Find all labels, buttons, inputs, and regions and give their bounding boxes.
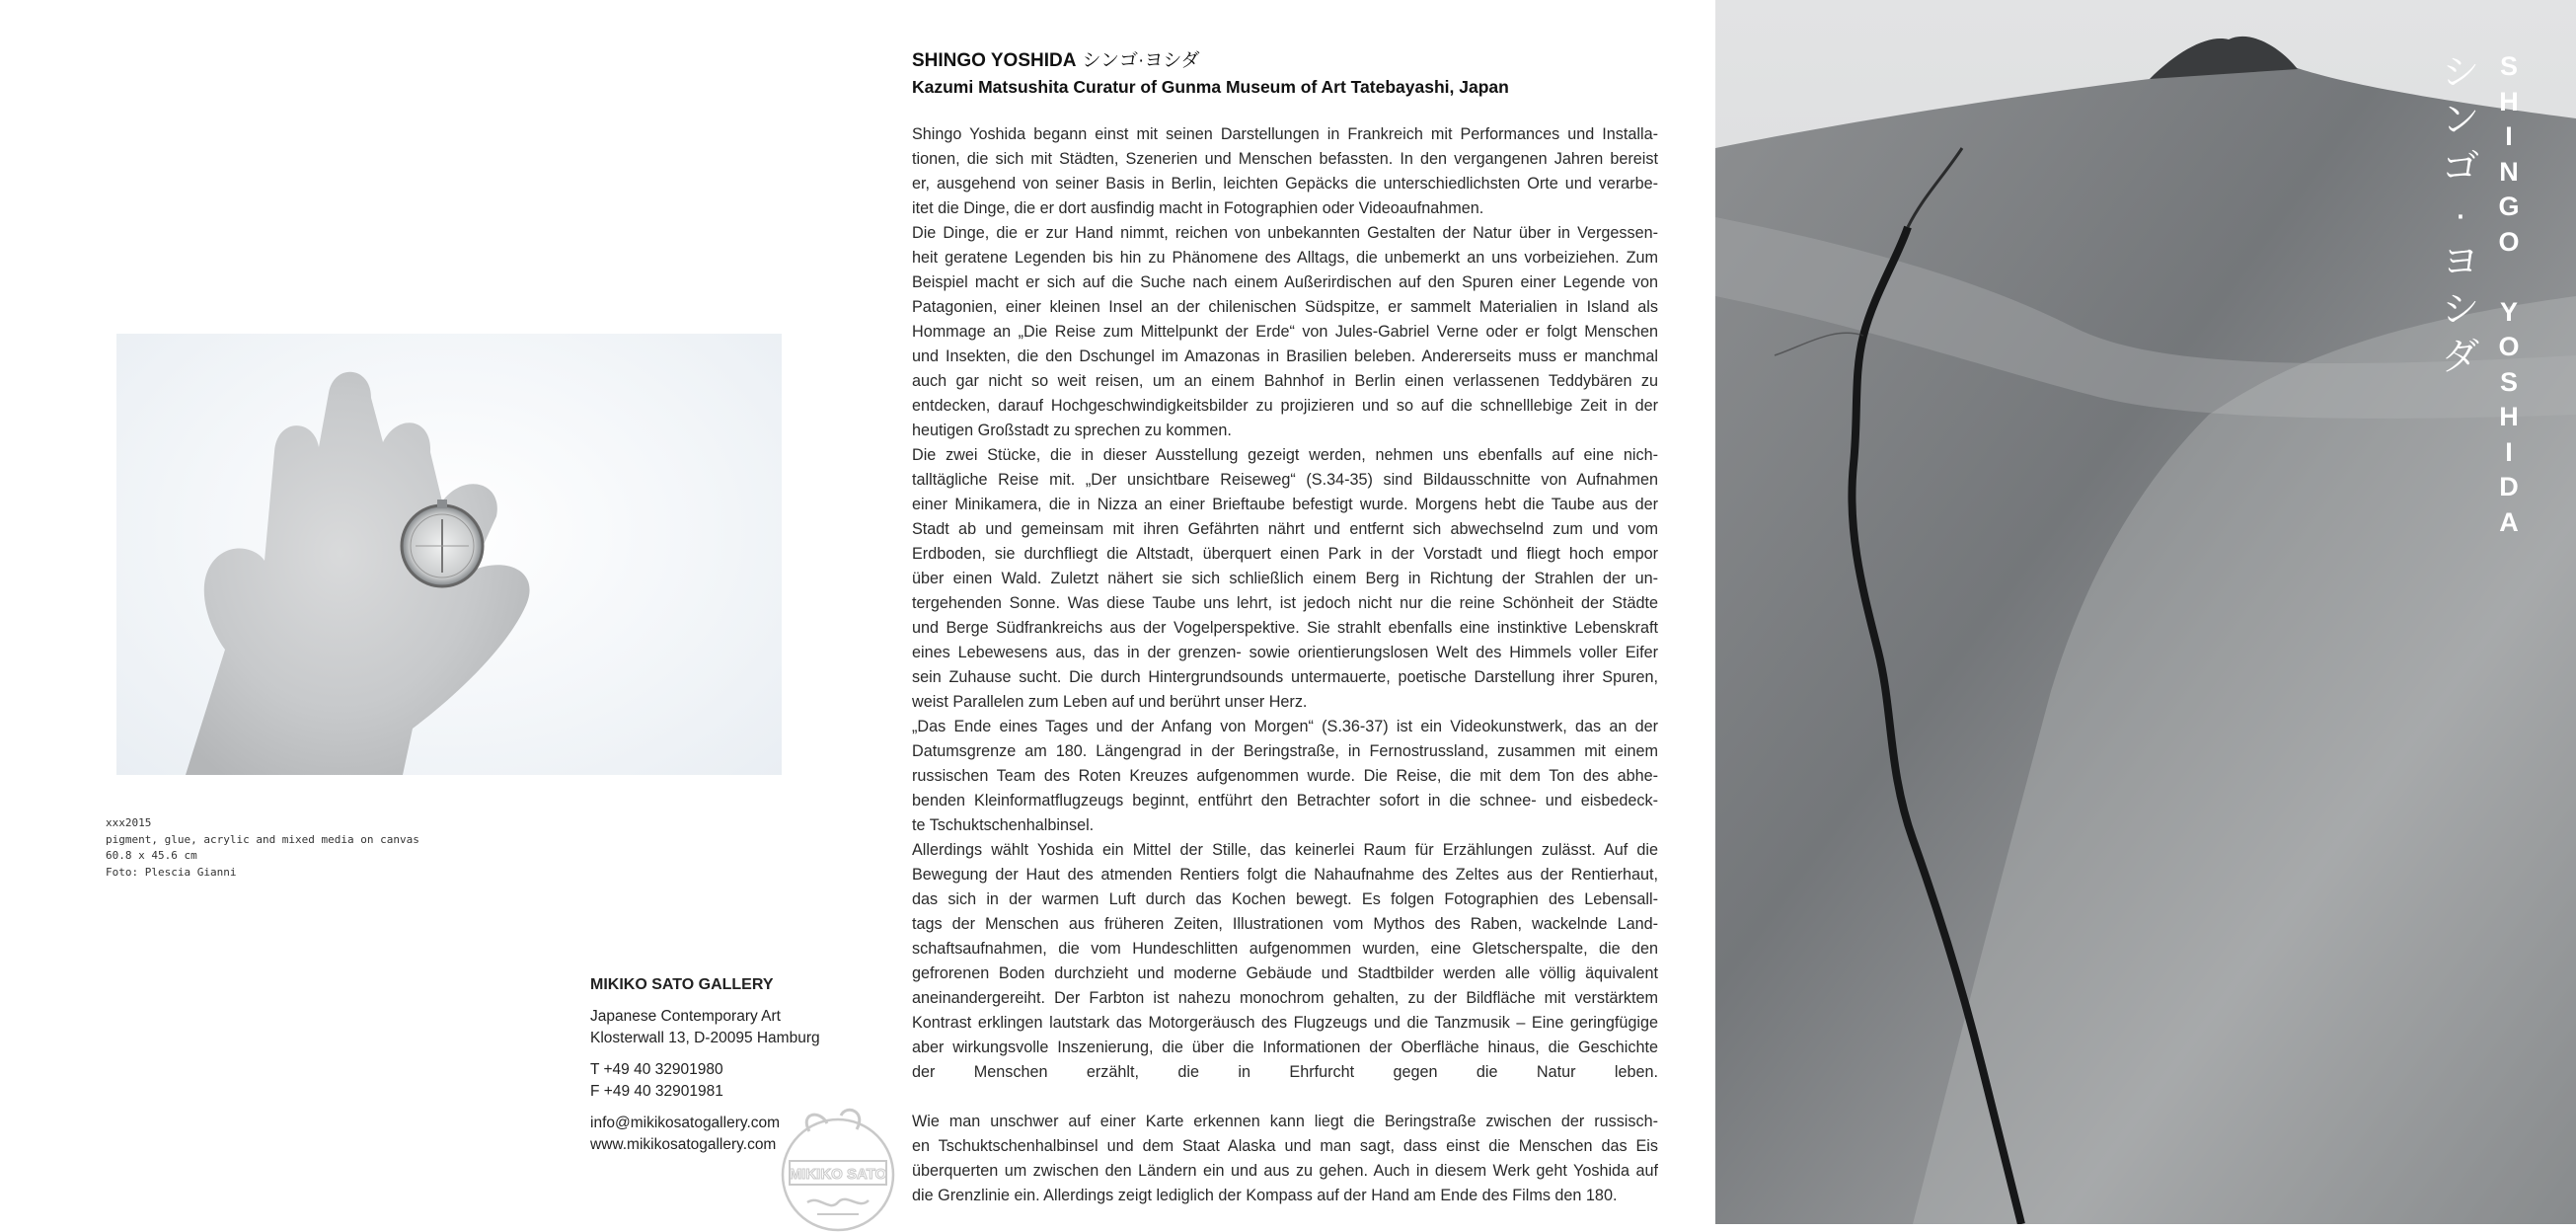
caption-title: xxx2015 bbox=[106, 816, 152, 829]
vertical-title-latin-glyph: Y bbox=[2499, 296, 2518, 327]
vertical-title-japanese-glyph: シ bbox=[2441, 52, 2479, 94]
article-line: schaftsaufnahmen, die vom Hundeschlitten aufgenommen wurden, eine Gletscherspalte, die den bbox=[912, 940, 1658, 958]
article-line: Wie man unschwer auf einer Karte erkennen kann liegt die Beringstraße zwischen der russisch- bbox=[912, 1113, 1658, 1130]
vertical-title-latin-glyph: O bbox=[2498, 226, 2520, 257]
vertical-title-latin-glyph bbox=[2489, 260, 2529, 295]
article-line: Beispiel macht er sich auf die Suche nach einem Außerirdischen auf den Spuren einer Legende von bbox=[912, 273, 1658, 291]
article-curator: Kazumi Matsushita Curatur of Gunma Museum of Art Tatebayashi, Japan bbox=[912, 77, 1509, 97]
vertical-title-japanese-glyph: · bbox=[2454, 194, 2467, 236]
article-line: eines Lebewesens aus, das in der grenzen- sowie orientierungslosen Welt des Himmels voller Eifer bbox=[912, 644, 1658, 661]
vertical-title-latin bbox=[2489, 49, 2529, 540]
article-line: „Das Ende eines Tages und der Anfang von Morgen“ (S.36-37) ist ein Videokunstwerk, das an der bbox=[912, 718, 1658, 735]
article-line: tionen, die sich mit Städten, Szenerien und Menschen befassten. In den vergangenen Jahren bereist bbox=[912, 150, 1658, 168]
vertical-title-japanese-glyph: ヨ bbox=[2441, 242, 2479, 283]
gallery-tagline: Japanese Contemporary Art bbox=[590, 1008, 781, 1025]
vertical-title-latin-glyph: N bbox=[2499, 156, 2519, 187]
article-line: tergehenden Sonne. Was diese Taube uns lehrt, ist jedoch nicht nur die reine Schönheit der Städte bbox=[912, 594, 1658, 612]
vertical-title-latin-glyph: I bbox=[2505, 436, 2513, 467]
caption-size: 60.8 x 45.6 cm bbox=[106, 849, 197, 862]
gallery-website[interactable]: www.mikikosatogallery.com bbox=[590, 1136, 777, 1153]
gallery-address: Klosterwall 13, D-20095 Hamburg bbox=[590, 1030, 820, 1046]
article-line: und Berge Südfrankreichs aus der Vogelperspektive. Sie strahlt ebenfalls eine instinktive Lebenskraft bbox=[912, 619, 1658, 637]
vertical-title-latin-glyph: G bbox=[2498, 192, 2520, 221]
glove-compass-photo bbox=[116, 334, 782, 775]
article-line: te Tschuktschenhalbinsel. bbox=[912, 816, 1095, 834]
article-line: entdecken, darauf Hochgeschwindigkeitsbilder zu projizieren und so auf die schnelllebige Zeit in der bbox=[912, 397, 1658, 415]
vertical-title-latin-glyph: A bbox=[2499, 506, 2519, 537]
vertical-title-japanese-glyph: ゴ bbox=[2441, 147, 2479, 189]
article-line: Patagonien, einer kleinen Insel an der chilenischen Südspitze, er sammelt Materialien in Island als bbox=[912, 298, 1658, 316]
article bbox=[912, 49, 1658, 1208]
article-line: en Tschuktschenhalbinsel und dem Staat Alaska und man sagt, dass einst die Menschen das Eis bbox=[912, 1137, 1658, 1155]
vertical-title-latin-glyph: S bbox=[2499, 366, 2518, 397]
article-line: Erdboden, sie durchfliegt die Altstadt, überquert einen Park in der Vorstadt und fliegt hoch empor bbox=[912, 545, 1658, 563]
artist-name-japanese: シンゴ·ヨシダ bbox=[1082, 50, 1200, 71]
article-line: Bewegung der Haut des atmenden Rentiers folgt die Nahaufnahme des Zeltes aus der Rentierhaut, bbox=[912, 866, 1658, 884]
article-line: über einen Wald. Zuletzt nähert sie sich schließlich einem Berg in Richtung der Strahlen der un- bbox=[912, 570, 1658, 587]
article-line: Stadt ab und gemeinsam mit ihren Gefährten nährt und entfernt sich abwechselnd zum und vom bbox=[912, 520, 1658, 538]
gallery-phone: T +49 40 32901980 bbox=[590, 1061, 723, 1078]
article-line: Shingo Yoshida begann einst mit seinen Darstellungen in Frankreich mit Performances und Installa- bbox=[912, 125, 1658, 143]
gallery-email[interactable]: info@mikikosatogallery.com bbox=[590, 1115, 781, 1131]
article-line: aneinandergereiht. Der Farbton ist nahezu monochrom gehalten, zu der Bildfläche mit verstärktem bbox=[912, 989, 1658, 1007]
article-line: das sich in der warmen Luft durch das Kochen bewegt. Es folgen Fotographien des Lebensall- bbox=[912, 890, 1658, 908]
article-line: benden Kleinformatflugzeugs beginnt, entführt den Betrachter sofort in die schnee- und eisbedeck- bbox=[912, 792, 1658, 809]
vertical-title-latin-glyph: D bbox=[2499, 472, 2519, 501]
vertical-title-japanese-glyph: シ bbox=[2441, 289, 2479, 331]
article-line: und Insekten, die den Dschungel im Amazonas in Brasilien beleben. Andererseits muss er manchmal bbox=[912, 347, 1658, 365]
vertical-title-latin-glyph: H bbox=[2499, 86, 2519, 116]
vertical-title-latin-glyph: I bbox=[2505, 121, 2513, 151]
article-line: heit geratene Legenden bis hin zu Phänomene des Alltags, die unbemerkt an uns vorbeiziehen. Zum bbox=[912, 249, 1658, 267]
article-line: tags der Menschen aus früheren Zeiten, Illustrationen vom Mythos des Raben, wackelnde Land- bbox=[912, 915, 1658, 933]
article-line: Kontrast erklingen lautstark das Motorgeräusch des Flugzeugs und die Tanzmusik – Eine geringfügige bbox=[912, 1014, 1658, 1032]
article-artist-heading bbox=[912, 49, 1658, 73]
artist-name: SHINGO YOSHIDA bbox=[912, 50, 1077, 71]
article-line: sein Zuhause sucht. Die durch Hintergrundsounds untermauerte, poetische Darstellung ihrer Spuren, bbox=[912, 668, 1658, 686]
caption-credit: Foto: Plescia Gianni bbox=[106, 865, 237, 879]
article-line: die Grenzlinie ein. Allerdings zeigt lediglich der Kompass auf der Hand am Ende des Films den 180. bbox=[912, 1187, 1618, 1204]
article-line: Datumsgrenze am 180. Längengrad in der Beringstraße, in Fernostrussland, zusammen mit einem bbox=[912, 742, 1658, 760]
article-line: Die zwei Stücke, die in dieser Ausstellung gezeigt werden, nehmen uns ebenfalls auf eine nich- bbox=[912, 446, 1658, 464]
vertical-title-latin-glyph: S bbox=[2499, 51, 2518, 81]
gallery-fax: F +49 40 32901981 bbox=[590, 1083, 723, 1100]
gallery-name: MIKIKO SATO GALLERY bbox=[590, 976, 774, 993]
article-line: weist Parallelen zum Leben auf und berührt unser Herz. bbox=[912, 693, 1308, 711]
article-line: Allerdings wählt Yoshida ein Mittel der Stille, das keinerlei Raum für Erzählungen zulässt. Auf die bbox=[912, 841, 1658, 859]
artwork-caption bbox=[106, 815, 419, 881]
article-line: er, ausgehend von seiner Basis in Berlin, leichten Gepäcks die unterschiedlichsten Orte und verarbe- bbox=[912, 175, 1658, 192]
vertical-title-japanese-glyph: ダ bbox=[2441, 337, 2479, 378]
article-line: Hommage an „Die Reise zum Mittelpunkt der Erde“ von Jules-Gabriel Verne oder er folgt Menschen bbox=[912, 323, 1658, 341]
article-line: der Menschen erzählt, die in Ehrfurcht gegen die Natur leben. bbox=[912, 1063, 1658, 1081]
article-line: itet die Dinge, die er dort ausfindig macht in Fotographien oder Videoaufnahmen. bbox=[912, 199, 1484, 217]
article-line: auch gar nicht so weit reisen, um an einem Bahnhof in Berlin einen verlassenen Teddybären zu bbox=[912, 372, 1658, 390]
gallery-seal-stamp bbox=[770, 1104, 906, 1232]
paragraph-gap bbox=[912, 1085, 1658, 1110]
article-line: russischen Team des Roten Kreuzes aufgenommen wurde. Die Reise, die mit dem Ton des abhe- bbox=[912, 767, 1658, 785]
article-line: talltägliche Reise mit. „Der unsichtbare Reiseweg“ (S.34-35) sind Bildausschnitte von Aufnahmen bbox=[912, 471, 1658, 489]
article-line: aber wirkungsvolle Inszenierung, die über die Informationen der Oberfläche hinaus, die Geschichte bbox=[912, 1039, 1658, 1056]
article-line: heutigen Großstadt zu sprechen zu kommen. bbox=[912, 422, 1232, 439]
article-line: gefrorenen Boden durchzieht und moderne Gebäude und Stadtbilder werden alle völlig äquivalent bbox=[912, 964, 1658, 982]
article-body bbox=[912, 122, 1658, 1208]
vertical-title-japanese-glyph: ン bbox=[2441, 100, 2479, 141]
article-line: Die Dinge, die er zur Hand nimmt, reichen von unbekannten Gestalten der Natur über in Vergessen- bbox=[912, 224, 1658, 242]
stamp-text: MIKIKO SATO bbox=[789, 1166, 887, 1183]
vertical-title-latin-glyph: O bbox=[2498, 332, 2520, 361]
vertical-title-latin-glyph: H bbox=[2499, 402, 2519, 431]
article-line: überquerten um zwischen den Ländern ein und aus zu gehen. Auch in diesem Werk geht Yoshida auf bbox=[912, 1162, 1658, 1180]
vertical-title-japanese bbox=[2441, 49, 2480, 381]
caption-medium: pigment, glue, acrylic and mixed media on canvas bbox=[106, 832, 419, 846]
article-line: einer Minikamera, die in Nizza an einer Brieftaube befestigt wurde. Morgens hebt die Taube aus der bbox=[912, 496, 1658, 513]
